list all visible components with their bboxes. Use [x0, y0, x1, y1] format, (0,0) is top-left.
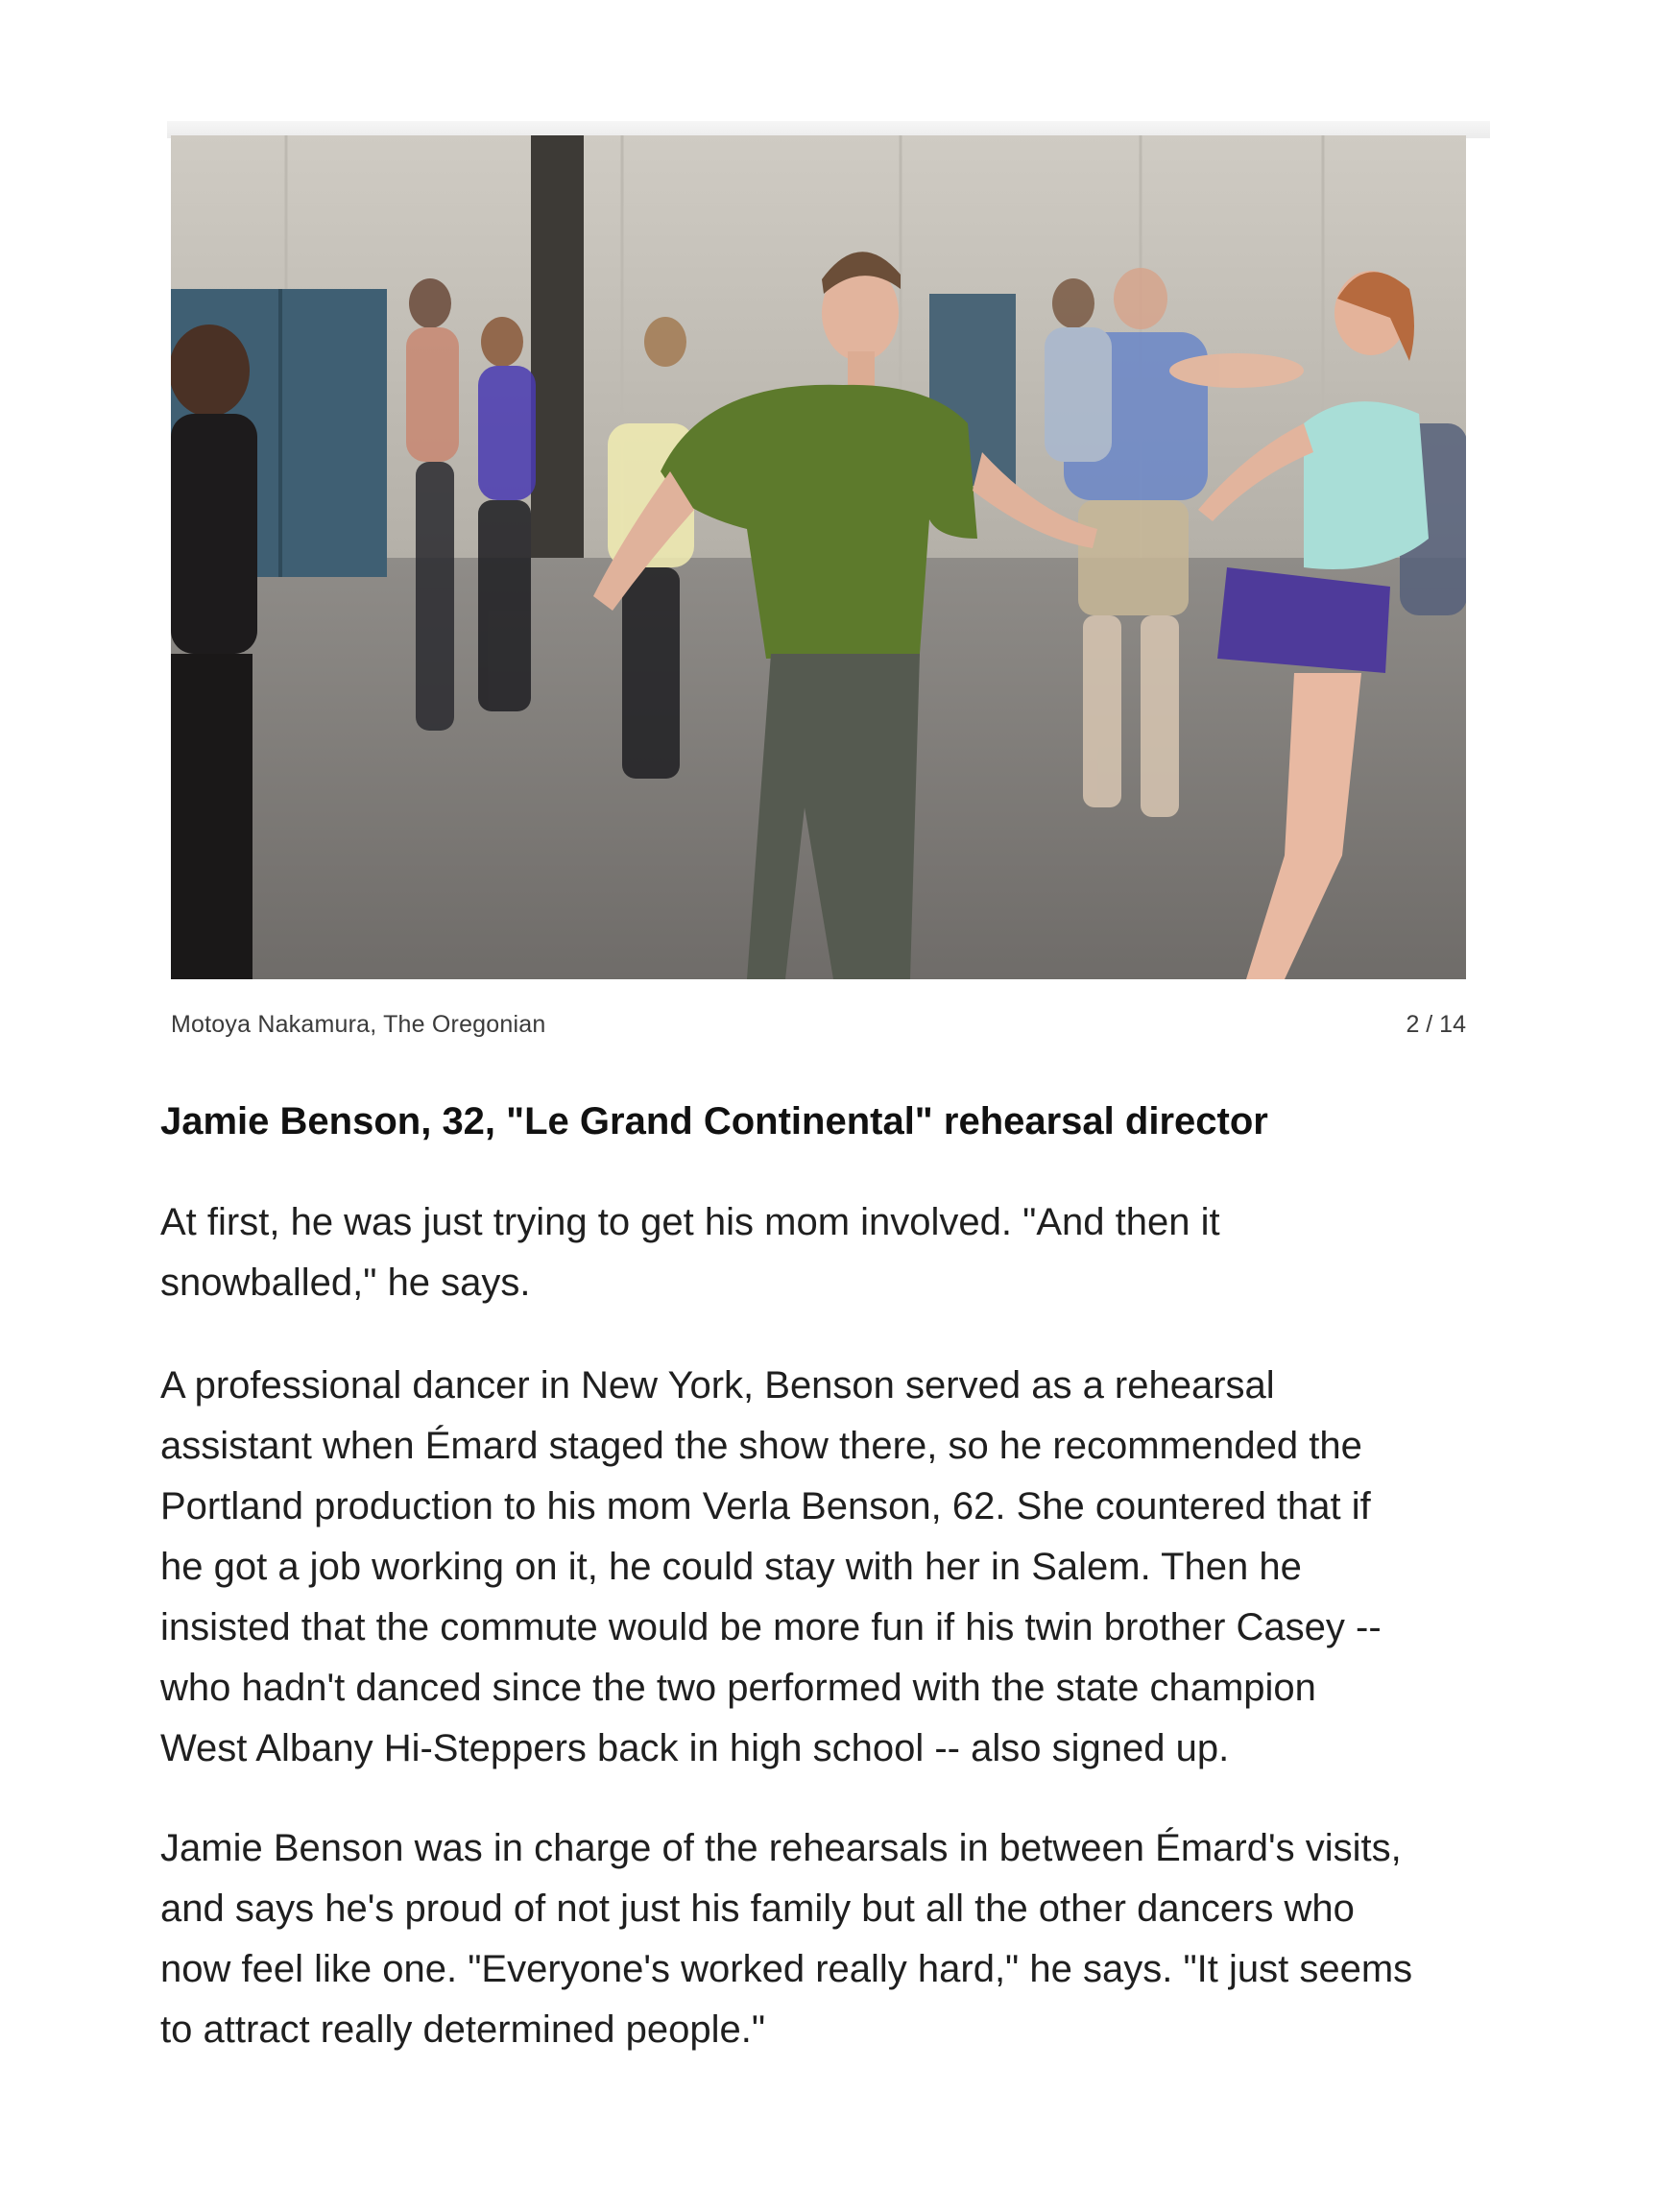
- slideshow-photo[interactable]: [171, 135, 1466, 979]
- caption-headline: Jamie Benson, 32, "Le Grand Continental" rehearsal director: [160, 1100, 1268, 1142]
- photo-credit: Motoya Nakamura, The Oregonian: [171, 1011, 546, 1038]
- paragraph-line: Jamie Benson was in charge of the rehearsals in between Émard's visits,: [160, 1827, 1402, 1869]
- paragraph-line: snowballed," he says.: [160, 1262, 531, 1304]
- slide-counter: 2 / 14: [1406, 1011, 1466, 1038]
- paragraph-line: assistant when Émard staged the show there, so he recommended the: [160, 1425, 1362, 1467]
- paragraph-line: West Albany Hi-Steppers back in high school -- also signed up.: [160, 1727, 1230, 1769]
- paragraph-line: he got a job working on it, he could stay with her in Salem. Then he: [160, 1546, 1302, 1588]
- paragraph-line: now feel like one. "Everyone's worked really hard," he says. "It just seems: [160, 1948, 1413, 1990]
- paragraph-line: and says he's proud of not just his family but all the other dancers who: [160, 1887, 1355, 1930]
- paragraph-line: At first, he was just trying to get his mom involved. "And then it: [160, 1201, 1220, 1243]
- caption-paragraph: [160, 1818, 1524, 2060]
- paragraph-line: insisted that the commute would be more fun if his twin brother Casey --: [160, 1606, 1382, 1648]
- caption-paragraph: [160, 1356, 1524, 1779]
- paragraph-line: Portland production to his mom Verla Benson, 62. She countered that if: [160, 1485, 1371, 1527]
- paragraph-line: A professional dancer in New York, Benson served as a rehearsal: [160, 1364, 1275, 1407]
- paragraph-line: to attract really determined people.": [160, 2008, 766, 2051]
- caption-paragraph: [160, 1192, 1524, 1313]
- paragraph-line: who hadn't danced since the two performed with the state champion: [160, 1667, 1316, 1709]
- dance-rehearsal-photo: [171, 135, 1466, 979]
